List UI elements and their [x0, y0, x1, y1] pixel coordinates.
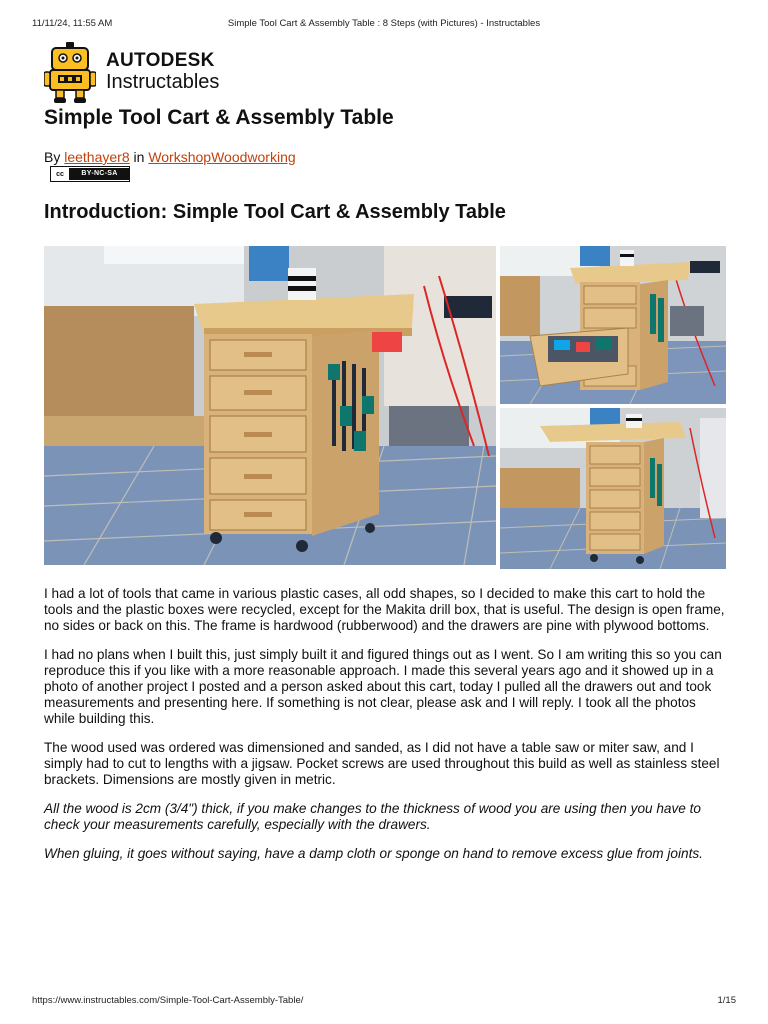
page-title: Simple Tool Cart & Assembly Table	[44, 106, 394, 129]
instructables-logo[interactable]	[44, 42, 244, 104]
print-timestamp: 11/11/24, 11:55 AM	[32, 18, 113, 29]
paragraph: I had no plans when I built this, just simply built it and figured things out as I went. So I am writing this so you can reproduce this if you like with a more reasonable approach. I made this several years ago and it showed up in a photo of another project I posted and a person asked about this cart, today I pulled all the drawers out and took measurements and presenting here. If something is not clear, please ask and I will reply. I took all the photos while building this.	[44, 647, 722, 726]
photo-open-drawer[interactable]	[500, 246, 726, 404]
print-page-number: 1/15	[717, 995, 736, 1006]
photo-assembly-table[interactable]	[500, 408, 726, 569]
creative-commons-icon: cc	[51, 168, 70, 180]
byline	[44, 149, 296, 165]
byline-in: in	[133, 149, 145, 165]
section-title: Introduction: Simple Tool Cart & Assembly Table	[44, 201, 506, 223]
instructables-robot-icon	[44, 42, 96, 104]
author-link[interactable]: leethayer8	[64, 149, 130, 165]
byline-prefix: By	[44, 149, 61, 165]
print-page-title: Simple Tool Cart & Assembly Table : 8 Steps (with Pictures) - Instructables	[227, 18, 541, 29]
paragraph: The wood used was ordered was dimensioned and sanded, as I did not have a table saw or miter saw, and I simply had to cut to lengths with a jigsaw. Pocket screws are used throughout this build as well as stainless steel brackets. Dimensions are mostly given in metric.	[44, 740, 720, 787]
article-body	[44, 586, 728, 875]
license-badge[interactable]	[50, 166, 130, 182]
paragraph-italic: All the wood is 2cm (3/4") thick, if you make changes to the thickness of wood you are using then you have to check your measurements carefully, especially with the drawers.	[44, 801, 701, 832]
brand-autodesk: AUTODESK	[106, 50, 215, 71]
brand-instructables: Instructables	[106, 71, 220, 93]
photo-tool-cart-main[interactable]	[44, 246, 496, 565]
print-header	[32, 18, 736, 32]
category-link[interactable]: WorkshopWoodworking	[148, 149, 296, 165]
print-url: https://www.instructables.com/Simple-Tool-Cart-Assembly-Table/	[32, 995, 304, 1006]
paragraph-italic: When gluing, it goes without saying, have a damp cloth or sponge on hand to remove excess glue from joints.	[44, 846, 703, 861]
print-footer	[32, 995, 736, 1009]
license-label: BY-NC-SA	[70, 168, 129, 180]
paragraph: I had a lot of tools that came in various plastic cases, all odd shapes, so I decided to make this cart to hold the tools and the plastic boxes were recycled, except for the Makita drill box, that is useful. The design is open frame, no sides or back on this. The frame is hardwood (rubberwood) and the drawers are pine with plywood bottoms.	[44, 586, 725, 633]
